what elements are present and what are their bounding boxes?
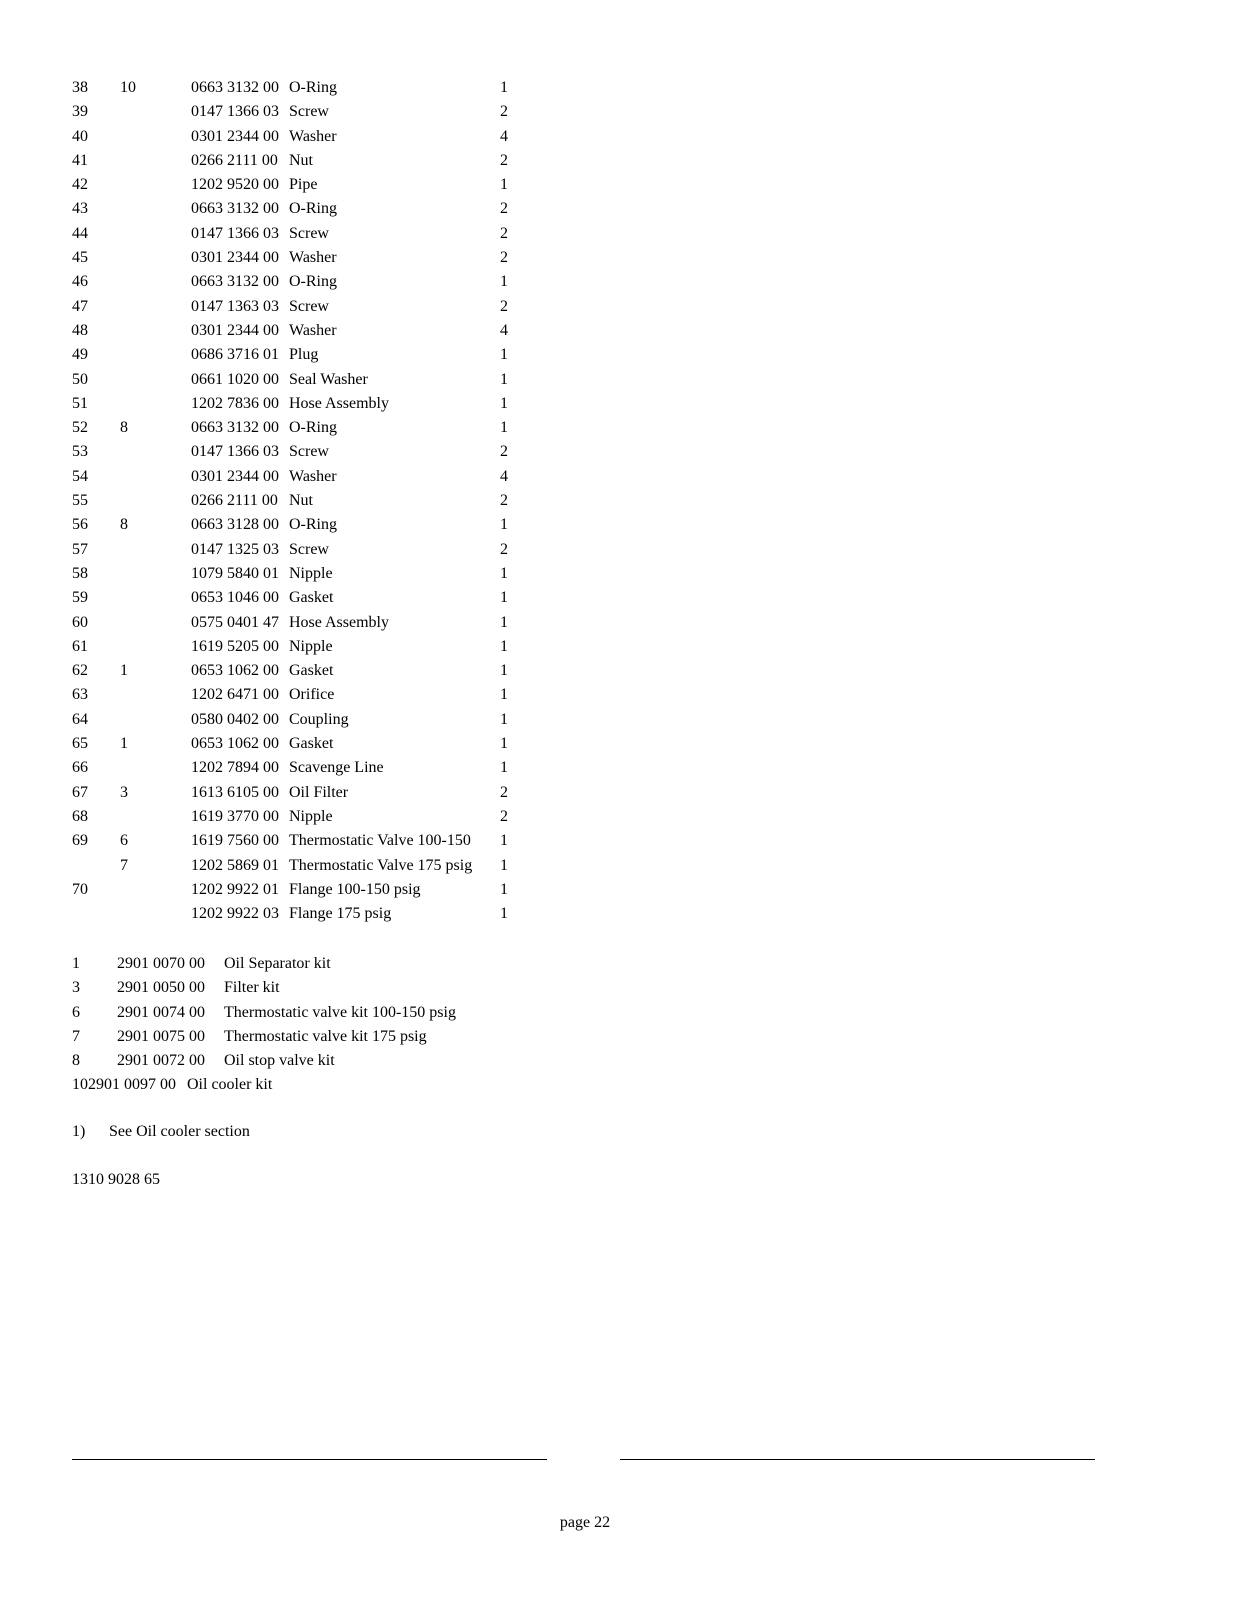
kit-number: 8 xyxy=(72,1052,80,1070)
part-description: Screw xyxy=(289,103,329,121)
item-number: 42 xyxy=(72,176,88,194)
quantity: 1 xyxy=(500,905,508,923)
kit-description: Filter kit xyxy=(224,979,280,997)
item-number: 55 xyxy=(72,492,88,510)
part-number: 1202 5869 01 xyxy=(191,856,279,874)
item-number: 44 xyxy=(72,224,88,242)
part-description: O-Ring xyxy=(289,200,337,218)
item-number: 51 xyxy=(72,394,88,412)
part-description: Coupling xyxy=(289,710,349,728)
item-number: 47 xyxy=(72,297,88,315)
part-description: Hose Assembly xyxy=(289,394,389,412)
part-description: Plug xyxy=(289,346,319,364)
kit-number: 7 xyxy=(72,1027,80,1045)
part-number: 0266 2111 00 xyxy=(191,492,278,510)
part-number: 0661 1020 00 xyxy=(191,370,279,388)
part-number: 1202 9520 00 xyxy=(191,176,279,194)
quantity: 2 xyxy=(500,297,508,315)
part-description: Gasket xyxy=(289,735,334,753)
item-number: 46 xyxy=(72,273,88,291)
part-number: 0580 0402 00 xyxy=(191,710,279,728)
part-number: 0686 3716 01 xyxy=(191,346,279,364)
part-description: Nut xyxy=(289,492,313,510)
quantity: 1 xyxy=(500,637,508,655)
kit-number: 8 xyxy=(120,516,128,534)
quantity: 2 xyxy=(500,200,508,218)
part-description: Washer xyxy=(289,321,337,339)
part-number: 1619 3770 00 xyxy=(191,807,279,825)
kit-number: 6 xyxy=(72,1003,80,1021)
part-number: 1613 6105 00 xyxy=(191,783,279,801)
item-number: 67 xyxy=(72,783,88,801)
item-number: 52 xyxy=(72,419,88,437)
kit-description: Oil cooler kit xyxy=(187,1076,273,1094)
part-description: Nipple xyxy=(289,807,333,825)
part-description: O-Ring xyxy=(289,516,337,534)
kit-description: Oil Separator kit xyxy=(224,955,331,972)
part-number: 0266 2111 00 xyxy=(191,151,278,169)
kit-part-number: 102901 0097 00 xyxy=(72,1076,176,1094)
quantity: 1 xyxy=(500,710,508,728)
item-number: 54 xyxy=(72,467,88,485)
kit-part-number: 2901 0075 00 xyxy=(117,1027,205,1045)
footnote xyxy=(72,1120,250,1144)
part-number: 0653 1046 00 xyxy=(191,589,279,607)
part-number: 0663 3132 00 xyxy=(191,273,279,291)
part-number: 1202 6471 00 xyxy=(191,686,279,704)
quantity: 4 xyxy=(500,321,508,339)
item-number: 49 xyxy=(72,346,88,364)
quantity: 1 xyxy=(500,759,508,777)
part-description: O-Ring xyxy=(289,419,337,437)
part-description: Orifice xyxy=(289,686,335,704)
part-description: Seal Washer xyxy=(289,370,368,388)
item-number: 68 xyxy=(72,807,88,825)
quantity: 1 xyxy=(500,564,508,582)
part-number: 0301 2344 00 xyxy=(191,321,279,339)
item-number: 56 xyxy=(72,516,88,534)
quantity: 2 xyxy=(500,492,508,510)
part-description: O-Ring xyxy=(289,79,337,96)
kit-number: 8 xyxy=(120,419,128,437)
item-number: 66 xyxy=(72,759,88,777)
kit-part-number: 2901 0074 00 xyxy=(117,1003,205,1021)
footnote-text: See Oil cooler section xyxy=(109,1123,250,1140)
quantity: 2 xyxy=(500,783,508,801)
item-number: 64 xyxy=(72,710,88,728)
document-number: 1310 9028 65 xyxy=(72,1171,160,1188)
quantity: 1 xyxy=(500,856,508,874)
quantity: 1 xyxy=(500,516,508,534)
kit-part-number: 2901 0070 00 xyxy=(117,955,205,972)
item-number: 62 xyxy=(72,662,88,680)
kit-description: Thermostatic valve kit 100-150 psig xyxy=(224,1003,456,1021)
part-number: 0301 2344 00 xyxy=(191,467,279,485)
kit-description: Oil stop valve kit xyxy=(224,1052,335,1070)
quantity: 4 xyxy=(500,467,508,485)
part-description: Nut xyxy=(289,151,313,169)
item-number: 60 xyxy=(72,613,88,631)
item-number: 57 xyxy=(72,540,88,558)
quantity: 1 xyxy=(500,880,508,898)
part-number: 0663 3128 00 xyxy=(191,516,279,534)
part-number: 0663 3132 00 xyxy=(191,419,279,437)
quantity: 2 xyxy=(500,540,508,558)
part-description: Washer xyxy=(289,467,337,485)
part-description: Pipe xyxy=(289,176,318,194)
part-number: 1202 7894 00 xyxy=(191,759,279,777)
part-description: Flange 100-150 psig xyxy=(289,880,421,898)
part-description: Screw xyxy=(289,224,329,242)
part-number: 1619 5205 00 xyxy=(191,637,279,655)
quantity: 1 xyxy=(500,686,508,704)
item-number: 53 xyxy=(72,443,88,461)
quantity: 1 xyxy=(500,346,508,364)
quantity: 1 xyxy=(500,613,508,631)
part-description: Flange 175 psig xyxy=(289,905,392,923)
quantity: 2 xyxy=(500,249,508,267)
item-number: 58 xyxy=(72,564,88,582)
part-description: O-Ring xyxy=(289,273,337,291)
quantity: 4 xyxy=(500,127,508,145)
part-description: Thermostatic Valve 100-150 xyxy=(289,832,471,850)
kit-number: 10 xyxy=(120,79,136,96)
kit-number: 1 xyxy=(120,735,128,753)
part-description: Screw xyxy=(289,540,329,558)
part-description: Washer xyxy=(289,127,337,145)
part-number: 0653 1062 00 xyxy=(191,735,279,753)
kit-number: 1 xyxy=(72,955,80,972)
part-description: Hose Assembly xyxy=(289,613,389,631)
item-number: 41 xyxy=(72,151,88,169)
quantity: 1 xyxy=(500,662,508,680)
part-description: Nipple xyxy=(289,564,333,582)
part-number: 0301 2344 00 xyxy=(191,127,279,145)
item-number: 65 xyxy=(72,735,88,753)
quantity: 2 xyxy=(500,224,508,242)
part-number: 1202 9922 03 xyxy=(191,905,279,923)
item-number: 70 xyxy=(72,880,88,898)
quantity: 1 xyxy=(500,370,508,388)
quantity: 1 xyxy=(500,79,508,96)
part-number: 0653 1062 00 xyxy=(191,662,279,680)
part-description: Nipple xyxy=(289,637,333,655)
item-number: 61 xyxy=(72,637,88,655)
part-number: 0147 1366 03 xyxy=(191,443,279,461)
quantity: 1 xyxy=(500,273,508,291)
quantity: 1 xyxy=(500,832,508,850)
quantity: 1 xyxy=(500,735,508,753)
item-number: 45 xyxy=(72,249,88,267)
part-number: 0301 2344 00 xyxy=(191,249,279,267)
part-number: 0147 1363 03 xyxy=(191,297,279,315)
part-number: 1202 9922 01 xyxy=(191,880,279,898)
part-number: 0147 1325 03 xyxy=(191,540,279,558)
quantity: 1 xyxy=(500,394,508,412)
item-number: 39 xyxy=(72,103,88,121)
footnote-marker: 1) xyxy=(72,1123,86,1140)
kit-number: 6 xyxy=(120,832,128,850)
part-number: 0147 1366 03 xyxy=(191,224,279,242)
quantity: 1 xyxy=(500,589,508,607)
footer-rule-right xyxy=(620,1459,1095,1460)
kit-number: 3 xyxy=(72,979,80,997)
part-description: Screw xyxy=(289,443,329,461)
kit-number: 3 xyxy=(120,783,128,801)
part-number: 0147 1366 03 xyxy=(191,103,279,121)
part-description: Washer xyxy=(289,249,337,267)
item-number: 40 xyxy=(72,127,88,145)
item-number: 38 xyxy=(72,79,88,96)
part-description: Gasket xyxy=(289,589,334,607)
part-description: Thermostatic Valve 175 psig xyxy=(289,856,473,874)
item-number: 48 xyxy=(72,321,88,339)
page-number: page 22 xyxy=(559,1514,611,1531)
part-number: 1079 5840 01 xyxy=(191,564,279,582)
quantity: 2 xyxy=(500,151,508,169)
kit-number: 7 xyxy=(120,856,128,874)
kit-part-number: 2901 0072 00 xyxy=(117,1052,205,1070)
quantity: 2 xyxy=(500,103,508,121)
quantity: 1 xyxy=(500,176,508,194)
part-number: 0663 3132 00 xyxy=(191,79,279,96)
quantity: 1 xyxy=(500,419,508,437)
part-description: Oil Filter xyxy=(289,783,349,801)
kit-number: 1 xyxy=(120,662,128,680)
item-number: 43 xyxy=(72,200,88,218)
part-description: Gasket xyxy=(289,662,334,680)
part-number: 0575 0401 47 xyxy=(191,613,279,631)
part-description: Scavenge Line xyxy=(289,759,384,777)
part-number: 1619 7560 00 xyxy=(191,832,279,850)
item-number: 69 xyxy=(72,832,88,850)
kit-part-number: 2901 0050 00 xyxy=(117,979,205,997)
quantity: 2 xyxy=(500,443,508,461)
part-number: 0663 3132 00 xyxy=(191,200,279,218)
item-number: 63 xyxy=(72,686,88,704)
kit-description: Thermostatic valve kit 175 psig xyxy=(224,1027,427,1045)
part-description: Screw xyxy=(289,297,329,315)
part-number: 1202 7836 00 xyxy=(191,394,279,412)
quantity: 2 xyxy=(500,807,508,825)
item-number: 59 xyxy=(72,589,88,607)
item-number: 50 xyxy=(72,370,88,388)
footer-rule-left xyxy=(72,1459,547,1460)
